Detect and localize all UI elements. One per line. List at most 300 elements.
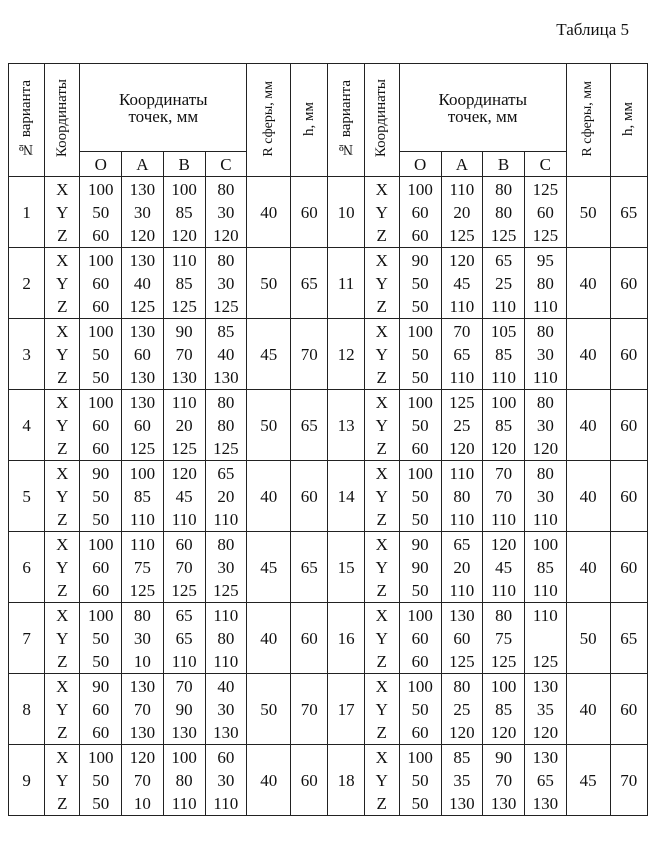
header-h [610, 64, 647, 177]
cell-value: 80 [217, 415, 235, 435]
cell-value: 100 [407, 747, 433, 767]
cell-value: 100 [87, 605, 114, 625]
cell-value: 125 [449, 392, 475, 412]
cell-value: 80 [536, 321, 554, 341]
cell-value: 125 [129, 438, 156, 458]
point-b-coords [163, 532, 205, 603]
point-b-coords [163, 248, 205, 319]
cell-value: 120 [213, 225, 239, 245]
cell-value: 50 [92, 651, 110, 671]
cell-value: 100 [171, 747, 197, 767]
table-row [9, 674, 648, 745]
cell-value: 80 [536, 463, 554, 483]
cell-value: 50 [92, 367, 110, 387]
point-b-coords [483, 532, 525, 603]
height-value: 60 [610, 674, 647, 745]
cell-value: 35 [536, 699, 554, 719]
cell-value: 60 [92, 699, 110, 719]
table-row [9, 745, 648, 816]
point-c-coords [205, 603, 247, 674]
header-variant [9, 64, 45, 177]
cell-value: 85 [217, 321, 235, 341]
cell-value: 90 [92, 463, 110, 483]
cell-value: 50 [92, 628, 110, 648]
cell-value: 100 [87, 392, 114, 412]
table-row [9, 177, 648, 248]
cell-value: 50 [411, 699, 429, 719]
cell-value: Y [375, 628, 388, 648]
cell-value: 100 [87, 534, 114, 554]
cell-value: 50 [411, 509, 429, 529]
variant-number: 18 [328, 745, 364, 816]
header-row [9, 64, 648, 152]
point-b-coords [163, 390, 205, 461]
point-c-coords [205, 248, 247, 319]
cell-value: 125 [129, 580, 156, 600]
cell-value: 60 [92, 225, 110, 245]
cell-value: 80 [217, 628, 235, 648]
cell-value: 120 [171, 225, 197, 245]
cell-value: 20 [453, 202, 471, 222]
axis-labels [45, 248, 80, 319]
cell-value: Z [57, 367, 68, 387]
cell-value: 90 [411, 557, 429, 577]
cell-value: 130 [129, 676, 156, 696]
cell-value: 50 [411, 770, 429, 790]
cell-value: X [375, 747, 388, 767]
cell-value: 125 [449, 225, 475, 245]
cell-value: 45 [495, 557, 513, 577]
cell-value: Z [57, 651, 68, 671]
cell-value: 75 [495, 628, 513, 648]
cell-value: 85 [453, 747, 471, 767]
cell-value: 80 [536, 273, 554, 293]
cell-value: 80 [536, 392, 554, 412]
sphere-radius: 40 [247, 177, 291, 248]
cell-value: 125 [532, 651, 559, 671]
point-c-coords [205, 532, 247, 603]
height-value: 65 [610, 177, 647, 248]
cell-value: 110 [491, 367, 517, 387]
cell-value: X [375, 250, 388, 270]
cell-value: 105 [490, 321, 517, 341]
cell-value: 50 [92, 793, 110, 813]
cell-value: 120 [490, 722, 517, 742]
cell-value: 130 [449, 605, 475, 625]
cell-value: 45 [175, 486, 193, 506]
cell-value: Z [57, 296, 68, 316]
cell-value: 80 [453, 486, 471, 506]
cell-value: 100 [407, 463, 433, 483]
point-c-coords [205, 745, 247, 816]
cell-value: 65 [536, 770, 554, 790]
cell-value: X [56, 605, 69, 625]
cell-value: 100 [407, 676, 433, 696]
cell-value: 80 [495, 179, 513, 199]
cell-value: 130 [129, 321, 156, 341]
cell-value: 110 [532, 509, 558, 529]
cell-value: 30 [536, 415, 554, 435]
height-value: 65 [291, 532, 328, 603]
cell-value: 65 [495, 250, 513, 270]
cell-value: Y [56, 202, 69, 222]
cell-value: 120 [129, 225, 156, 245]
cell-value: 85 [536, 557, 554, 577]
cell-value: X [375, 463, 388, 483]
cell-value: 90 [495, 747, 513, 767]
cell-value: X [56, 250, 69, 270]
cell-value: 110 [532, 580, 558, 600]
cell-value: 60 [92, 580, 110, 600]
axis-labels [364, 745, 399, 816]
sphere-radius: 50 [566, 177, 610, 248]
cell-value: 85 [175, 273, 193, 293]
cell-value: 110 [491, 296, 517, 316]
axis-labels [45, 319, 80, 390]
cell-value: 100 [87, 747, 114, 767]
cell-value: 25 [495, 273, 513, 293]
cell-value: Z [57, 722, 68, 742]
header-radius [247, 64, 291, 177]
cell-value: 60 [217, 747, 235, 767]
cell-value: 80 [453, 676, 471, 696]
cell-value: Y [56, 770, 69, 790]
table-row [9, 532, 648, 603]
cell-value: 10 [133, 651, 151, 671]
cell-value: 85 [133, 486, 151, 506]
cell-value: 110 [449, 296, 475, 316]
point-c-coords [524, 319, 566, 390]
cell-value: Y [56, 486, 69, 506]
point-a-coords [441, 319, 483, 390]
cell-value: 125 [449, 651, 475, 671]
point-c-coords [524, 461, 566, 532]
cell-value: 90 [411, 250, 429, 270]
point-c-coords [205, 674, 247, 745]
point-o-coords [399, 674, 441, 745]
cell-value: 60 [411, 651, 429, 671]
cell-value: 110 [171, 250, 197, 270]
cell-value: 110 [449, 580, 475, 600]
cell-value: 130 [129, 722, 156, 742]
cell-value: 60 [133, 415, 151, 435]
point-b-coords [163, 461, 205, 532]
header-points [399, 64, 566, 152]
point-c-coords [524, 532, 566, 603]
axis-labels [364, 532, 399, 603]
point-b-coords [483, 319, 525, 390]
cell-value: 125 [129, 296, 156, 316]
cell-value: X [56, 534, 69, 554]
point-b-coords [483, 745, 525, 816]
cell-value: 80 [217, 392, 235, 412]
header-point-b: B [163, 152, 205, 177]
cell-value: 60 [175, 534, 193, 554]
cell-value: 60 [92, 415, 110, 435]
cell-value: Y [375, 557, 388, 577]
cell-value: 50 [411, 415, 429, 435]
cell-value: 130 [213, 722, 239, 742]
cell-value: 30 [217, 770, 235, 790]
variant-number: 17 [328, 674, 364, 745]
cell-value: 80 [217, 534, 235, 554]
point-a-coords [122, 603, 164, 674]
cell-value: 50 [92, 344, 110, 364]
cell-value: 20 [453, 557, 471, 577]
cell-value: 30 [536, 486, 554, 506]
point-a-coords [122, 177, 164, 248]
cell-value: 60 [411, 202, 429, 222]
cell-value: 110 [532, 605, 558, 625]
point-o-coords [399, 461, 441, 532]
header-point-o: O [80, 152, 122, 177]
cell-value: 125 [171, 580, 197, 600]
axis-labels [45, 461, 80, 532]
cell-value: 90 [411, 534, 429, 554]
cell-value: 60 [536, 202, 554, 222]
cell-value: 120 [490, 438, 517, 458]
variant-number: 6 [9, 532, 45, 603]
cell-value: 50 [92, 509, 110, 529]
cell-value: 65 [175, 628, 193, 648]
axis-labels [45, 177, 80, 248]
cell-value: Y [56, 628, 69, 648]
cell-value: 30 [536, 344, 554, 364]
header-h-label: h, мм [620, 101, 637, 136]
point-c-coords [205, 390, 247, 461]
cell-value: 130 [532, 793, 559, 813]
height-value: 65 [291, 248, 328, 319]
cell-value: 30 [133, 628, 151, 648]
cell-value: 50 [92, 202, 110, 222]
variant-number: 16 [328, 603, 364, 674]
cell-value: X [375, 676, 388, 696]
point-a-coords [441, 674, 483, 745]
cell-value: 70 [495, 486, 513, 506]
height-value: 60 [610, 319, 647, 390]
cell-value: Z [376, 225, 387, 245]
point-a-coords [441, 532, 483, 603]
cell-value: 100 [87, 250, 114, 270]
cell-value: 70 [495, 463, 513, 483]
point-o-coords [80, 532, 122, 603]
cell-value: Y [56, 273, 69, 293]
point-o-coords [80, 319, 122, 390]
cell-value: 65 [175, 605, 193, 625]
variant-number: 11 [328, 248, 364, 319]
cell-value: 130 [449, 793, 475, 813]
cell-value: 130 [171, 722, 197, 742]
height-value: 70 [291, 319, 328, 390]
point-a-coords [122, 319, 164, 390]
cell-value: 50 [411, 486, 429, 506]
header-radius-label: R сферы, мм [260, 80, 276, 157]
cell-value [525, 627, 566, 650]
variant-number: 7 [9, 603, 45, 674]
cell-value: 60 [92, 438, 110, 458]
header-coords-label: Координаты [373, 79, 390, 158]
cell-value: 130 [532, 747, 559, 767]
cell-value: Z [376, 438, 387, 458]
cell-value: 130 [129, 250, 156, 270]
axis-labels [364, 248, 399, 319]
axis-labels [45, 745, 80, 816]
height-value: 60 [610, 390, 647, 461]
cell-value: 100 [532, 534, 559, 554]
header-point-c: C [524, 152, 566, 177]
header-coords-label: Координаты [53, 79, 70, 158]
sphere-radius: 40 [247, 745, 291, 816]
cell-value: 130 [532, 676, 559, 696]
cell-value: 30 [217, 699, 235, 719]
cell-value: X [375, 179, 388, 199]
cell-value: 50 [411, 580, 429, 600]
cell-value: 110 [491, 509, 517, 529]
point-c-coords [205, 177, 247, 248]
cell-value: 50 [411, 344, 429, 364]
point-b-coords [483, 248, 525, 319]
cell-value: 70 [175, 676, 193, 696]
cell-value: 10 [133, 793, 151, 813]
sphere-radius: 45 [566, 745, 610, 816]
variant-number: 14 [328, 461, 364, 532]
cell-value: 80 [133, 605, 151, 625]
cell-value: 110 [449, 463, 475, 483]
header-points-line2: точек, мм [128, 106, 199, 126]
point-a-coords [441, 461, 483, 532]
cell-value: 90 [175, 321, 193, 341]
cell-value: 80 [217, 250, 235, 270]
variant-number: 1 [9, 177, 45, 248]
point-o-coords [80, 390, 122, 461]
point-a-coords [441, 177, 483, 248]
point-b-coords [483, 674, 525, 745]
point-a-coords [441, 745, 483, 816]
sphere-radius: 40 [247, 461, 291, 532]
cell-value: 110 [449, 367, 475, 387]
table-row [9, 390, 648, 461]
point-a-coords [441, 248, 483, 319]
point-a-coords [122, 532, 164, 603]
header-points-line1: Координаты [438, 89, 528, 109]
axis-labels [364, 177, 399, 248]
point-o-coords [80, 461, 122, 532]
point-c-coords [524, 390, 566, 461]
point-o-coords [399, 745, 441, 816]
cell-value: 120 [532, 438, 559, 458]
cell-value: 110 [171, 392, 197, 412]
cell-value: 110 [213, 509, 239, 529]
sphere-radius: 40 [566, 390, 610, 461]
cell-value: 25 [453, 415, 471, 435]
cell-value: 110 [129, 534, 155, 554]
header-point-o: O [399, 152, 441, 177]
table-row [9, 461, 648, 532]
cell-value: Y [375, 699, 388, 719]
cell-value: X [375, 321, 388, 341]
header-coords [45, 64, 80, 177]
cell-value: Z [376, 367, 387, 387]
cell-value: 130 [129, 367, 156, 387]
cell-value: 60 [453, 628, 471, 648]
sphere-radius: 50 [247, 248, 291, 319]
cell-value: 130 [129, 179, 156, 199]
height-value: 60 [291, 603, 328, 674]
point-o-coords [80, 603, 122, 674]
cell-value: 50 [411, 367, 429, 387]
axis-labels [45, 390, 80, 461]
point-b-coords [483, 177, 525, 248]
header-h [291, 64, 328, 177]
cell-value: X [56, 179, 69, 199]
cell-value: 75 [133, 557, 151, 577]
point-c-coords [524, 674, 566, 745]
cell-value: 110 [213, 793, 239, 813]
cell-value: 30 [217, 202, 235, 222]
height-value: 70 [291, 674, 328, 745]
sphere-radius: 40 [566, 674, 610, 745]
point-a-coords [122, 461, 164, 532]
axis-labels [364, 319, 399, 390]
cell-value: 70 [175, 344, 193, 364]
point-o-coords [399, 177, 441, 248]
cell-value: 70 [175, 557, 193, 577]
cell-value: 30 [217, 557, 235, 577]
cell-value: X [375, 534, 388, 554]
header-radius [566, 64, 610, 177]
cell-value: 110 [491, 580, 517, 600]
height-value: 60 [610, 532, 647, 603]
point-c-coords [524, 177, 566, 248]
point-b-coords [163, 603, 205, 674]
cell-value: 25 [453, 699, 471, 719]
cell-value: 40 [217, 344, 235, 364]
cell-value: 30 [133, 202, 151, 222]
cell-value: 50 [411, 273, 429, 293]
cell-value: 130 [490, 793, 517, 813]
cell-value: 85 [495, 344, 513, 364]
axis-labels [364, 674, 399, 745]
cell-value: 80 [495, 605, 513, 625]
axis-labels [45, 532, 80, 603]
variant-number: 5 [9, 461, 45, 532]
cell-value: 60 [411, 438, 429, 458]
point-a-coords [122, 745, 164, 816]
cell-value: 65 [217, 463, 235, 483]
cell-value: Y [56, 557, 69, 577]
cell-value: 120 [449, 250, 475, 270]
cell-value: 40 [133, 273, 151, 293]
height-value: 65 [610, 603, 647, 674]
point-b-coords [163, 745, 205, 816]
header-points-line2: точек, мм [447, 106, 518, 126]
height-value: 70 [610, 745, 647, 816]
sphere-radius: 45 [247, 319, 291, 390]
table-row [9, 248, 648, 319]
header-variant-label: № варианта [337, 80, 354, 157]
cell-value: 50 [411, 296, 429, 316]
cell-value: 60 [133, 344, 151, 364]
variant-number: 12 [328, 319, 364, 390]
cell-value: 120 [171, 463, 197, 483]
header-point-a: A [441, 152, 483, 177]
sphere-radius: 50 [247, 674, 291, 745]
point-b-coords [163, 177, 205, 248]
axis-labels [45, 603, 80, 674]
cell-value: Z [376, 296, 387, 316]
cell-value: 100 [171, 179, 197, 199]
cell-value: 120 [449, 722, 475, 742]
